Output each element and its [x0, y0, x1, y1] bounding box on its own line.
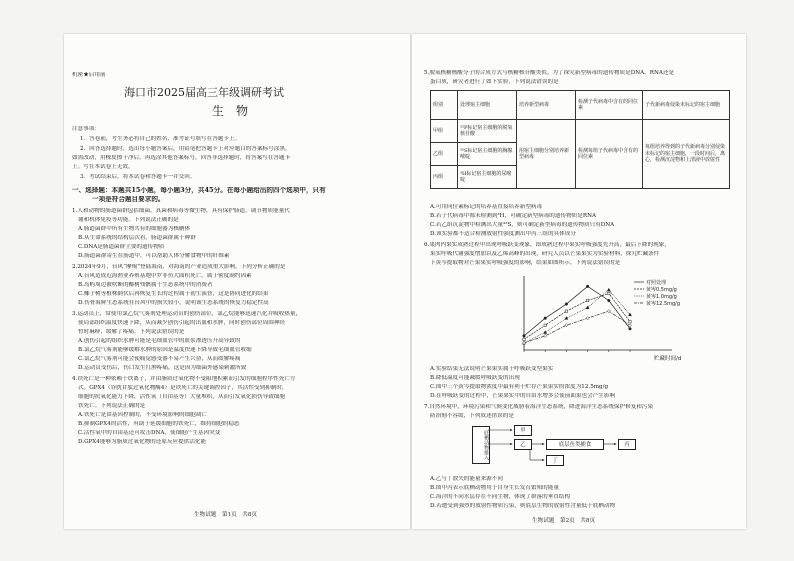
q3-option: C.氯乙烷气雾剂可能会使痛觉感受器不易产生兴奋，从而缓解疼痛 — [78, 356, 241, 362]
data-point — [586, 317, 589, 320]
data-point — [523, 338, 525, 340]
notes-title: 注意事项： — [72, 126, 100, 132]
q4-stem: 4.铁死亡是一种依赖于铁离子，并由脂质过氧化物不受限地积累而引发的细胞程序性死亡方 — [72, 376, 296, 382]
q4-option: B.抑制GPX4的活性，有助于延缓细胞的铁死亡，维持细胞的稳态 — [78, 421, 240, 427]
energy-flow-diagram — [472, 422, 672, 472]
section-heading: 一、选择题：本题共15小题，每小题3分，共45分。在每小题给出的四个选项中，只有 — [72, 187, 326, 194]
q5-stem: 5.脱氧核糖核酸分子的合成方式与核糖核苷酸类似。为了探究新型病毒的遗传物质是DNA、RNA还是 — [424, 70, 675, 76]
q3-stem: 使局部组织温度快速下降，从而减少创伤引起的出血和水肿，同时创伤部位周围神经 — [78, 320, 285, 326]
q6-option: B.降低温度可能减缓呼吸跃变的出现 — [430, 375, 520, 381]
legend-label: 对照处理 — [646, 279, 667, 286]
q5-option: A.可用同位素标记的培养基直接培养新型病毒 — [430, 204, 543, 210]
legend-label: 黄岑0.5mg/g — [646, 286, 677, 293]
q2-stem: 2.2024年9月，台风“摩羯”登陆海南，对海南的产业造成重大影响。下列分析正确的是 — [72, 264, 286, 270]
q2-option: A.台风造成近海渔业养殖基地中罗非鱼大面积死亡，属于密度制约因素 — [78, 273, 252, 279]
q6-stem: 果实呼吸代谢强度增加以及乙烯高峰的出现，研究人员以芒果果实为实验材料，探究贮藏条件 — [430, 251, 660, 257]
subject-title: 生 物 — [212, 104, 249, 118]
diagram-start: 底栖动物排入 — [472, 426, 490, 464]
q4-option: A.铁死亡是由基因控制的，不受环境影响的细胞凋亡 — [78, 412, 207, 418]
q6-option: D.在呼吸跃变的过程中，芒果果实中的自由水增多会使前面果也会产生影响 — [430, 393, 616, 399]
q4-stem: 铁死亡。下列说法正确的是 — [78, 403, 146, 409]
data-point — [544, 324, 546, 326]
note-line: 上。写在本试卷上无效。 — [72, 164, 134, 170]
table-cell: 用宿主细胞分别培养新型病毒 — [517, 120, 576, 189]
note-line: 2．回答选择题时，选出每小题答案后，用铅笔把答题卡上对应题目的答案标号涂黑。 — [80, 146, 291, 152]
q3-option: D.运动员受伤后，伤口发生红肿疼痛，这是因为细菌外感染刺激所致 — [78, 365, 247, 371]
q5-stem: 蛋白质，研究者进行了如下实验，下列说法错误的是 — [430, 79, 559, 85]
q6-stem: 下黄岑提取物对芒果果实呼吸强度的影响，结果如图所示。下列说法错误的是 — [430, 260, 621, 266]
table-cell: 丙组 — [431, 166, 458, 189]
diagram-box: 乙 — [514, 439, 532, 450]
series-line — [524, 290, 630, 343]
section-heading: 一项是符合题目要求的。 — [92, 196, 165, 203]
confidential-mark: 机密★启用前 — [72, 72, 106, 78]
q3-option: A.创伤引起的组织水肿可能是毛细血管中的血浆渗透压升高导致的 — [78, 338, 241, 344]
q4-stem: 式。GPX4（谷胱甘肽过氧化物酶4）是铁死亡的关键调控因子，其活性受到抑制时， — [78, 385, 288, 391]
q6-option: C.图中三个黄岑提取物浓度中最有利于贮存芒果果实的浓度为12.5mg/g — [430, 384, 609, 390]
q3-stem: 3.运动员上，常使用氯乙烷气雾剂处理运动员的创伤部位，氯乙烷能够迅速汽化并吸收热量， — [72, 311, 302, 317]
q2-option: C.椰子树等植株倒伏后再恢复生长的过程属于初生演替，这是协同进化的结果 — [78, 291, 269, 297]
data-point — [544, 334, 547, 337]
experiment-table — [430, 90, 730, 189]
q2-option: D.伤骨海鲜生态系统在台风中的损失较小，说明该生态系统的恢复力稳定性高 — [78, 300, 269, 306]
series-line — [524, 311, 630, 343]
page-footer: 生物试题 第2页 共8页 — [532, 518, 596, 524]
data-point — [608, 299, 611, 302]
q4-stem: 细胞的抗氧化能力下降，活性氧（自由基等）大量堆积，从而引发氧化损伤导致细胞 — [78, 394, 285, 400]
note-line: 如需改动，用橡皮擦干净后，再选涂其他答案标号。回答非选择题时，将答案写在答题卡 — [72, 155, 291, 161]
data-point — [523, 335, 526, 338]
q7-option: A.乙与丁散失的能量来源不同 — [430, 476, 503, 482]
data-point — [608, 292, 610, 294]
q1-option: A.肠道菌群中所有生物共有的细胞器为核糖体 — [78, 226, 191, 232]
exam-title: 海口市2025届高三年级调研考试 — [124, 86, 284, 99]
diagram-box: 丁 — [546, 455, 564, 466]
q5-option: D.该实验都不适合检测放射性强度测出甲丙三组的具体成分 — [430, 231, 576, 237]
data-point — [565, 317, 568, 320]
q7-stem: 防治刻不容缓，下列叙述错误的是 — [430, 413, 514, 419]
note-line: 1．答卷前，考生务必将自己的姓名、准考证号填写在答题卡上。 — [80, 136, 241, 142]
q5-option: C.若乙组沉淀物中检测出大量³²S，则可确定新型病毒的遗传物质只有DNA — [430, 222, 615, 228]
table-cell: 每组培养得到的子代新病毒分别侵染未标记的宿主细胞，一段时间后，离心，检测沉淀物和上清液中放射性 — [643, 120, 730, 189]
diagram-box: 甲 — [514, 425, 532, 436]
table-cell: ³²P标记宿主细胞的脱氧核苷酸 — [458, 120, 517, 143]
table-cell: 甲组 — [431, 120, 458, 143]
data-point — [629, 321, 631, 323]
note-line: 3．考试结束后，将本试卷和答题卡一并交回。 — [80, 174, 196, 180]
q7-stem: 7.自然环境中，环境污染和气候变化威胁着海洋生态系统，降进海洋生态系统保护修复和污染 — [424, 404, 654, 410]
diagram-box: 底层鱼类捕食 — [546, 439, 604, 450]
table-header-cell: 组别 — [431, 91, 458, 120]
data-point — [629, 327, 632, 330]
q5-option: B.若子代病毒中都未检测到³H，可确定新型病毒的遗传物质是RNA — [430, 213, 596, 219]
data-point — [586, 299, 588, 301]
q4-option: C.活性氧中的自由基还可攻击DNA，使细胞产生基因突变 — [78, 430, 221, 436]
page-footer: 生物试题 第1页 共8页 — [194, 512, 258, 518]
page-2 — [412, 34, 746, 529]
q2-option: B.岛屿周边被吹断的椰树残骸属于生态系统中的消费者 — [78, 282, 213, 288]
q1-option: C.DNA是肠道菌群主要的遗传物质 — [78, 244, 165, 250]
q7-option: B.图中丙表示底栖动物用于自身生长发育繁殖的能量 — [430, 485, 559, 491]
table-header-cell: 检测子代病毒中含有的同位素 — [576, 91, 643, 120]
legend-label: 黄岑1.0mg/g — [646, 293, 677, 300]
x-axis-label: 贮藏时间/d — [654, 356, 682, 362]
table-header-cell: 处理宿主细胞 — [458, 91, 517, 120]
q1-stem: 谢和机体免疫等功能。下列说法正确的是 — [78, 217, 179, 223]
q3-option: B.氯乙烷气雾剂能够缓解水肿的原因是温度快速下降导致毛细血管收缩 — [78, 347, 252, 353]
q7-option: C.海洋的不同水层存在不同生物，体现了群落的垂直结构 — [430, 494, 571, 500]
table-header-row — [431, 91, 730, 120]
data-point — [565, 324, 568, 327]
data-point — [607, 288, 610, 291]
data-point — [565, 303, 568, 306]
legend-label: 黄岑12.5mg/g — [646, 300, 681, 307]
q4-option: D.GPX4能够为脂质过氧化物的还原反应提供活化能 — [78, 439, 207, 445]
table-cell: ³⁵S标记宿主细胞的胸腺嘧啶 — [458, 143, 517, 166]
data-point — [544, 331, 547, 334]
diagram-box: 丙 — [618, 439, 636, 450]
series-line — [524, 293, 630, 339]
q1-stem: 1.人和动物的肠道菌群包括细菌、真菌和病毒等微生物，具有保护肠道，调节物质能量代 — [72, 208, 290, 214]
table-header-cell: 子代新病毒侵染未标记的宿主细胞 — [643, 91, 730, 120]
q6-option: A.实验结果无法说明芒果果实属于呼吸跃变型果实 — [430, 366, 554, 372]
q3-stem: 暂时麻痹，缓解了疼痛。下列说法错误的是 — [78, 329, 185, 335]
data-point — [586, 285, 589, 288]
page-1 — [64, 34, 410, 529]
table-cell: 检测每组子代病毒中含有的同位素 — [576, 120, 643, 189]
q1-option: D.肠道菌群寄生在肠道中，可以帮助人体分解食物中的纤维素 — [78, 253, 230, 259]
q1-option: B.从生命系统的结构层次看，肠道菌群属于种群 — [78, 235, 196, 241]
data-point — [544, 317, 547, 320]
data-point — [565, 310, 567, 312]
table-row — [431, 120, 730, 143]
respiration-chart — [502, 270, 702, 362]
table-header-cell: 培养新型病毒 — [517, 91, 576, 120]
q6-stem: 6.果肉内果实成熟过程中出现呼吸跃变现象，即成熟过程中果实呼吸强度先升高，最后下降的现象， — [424, 242, 670, 248]
table-cell: ³H标记宿主细胞的尿嘧啶 — [458, 166, 517, 189]
q7-option: D.若遭受到强烈的放射性物质污染，则底层生物的放射性含量低于底栖动物 — [430, 503, 616, 509]
table-cell: 乙组 — [431, 143, 458, 166]
